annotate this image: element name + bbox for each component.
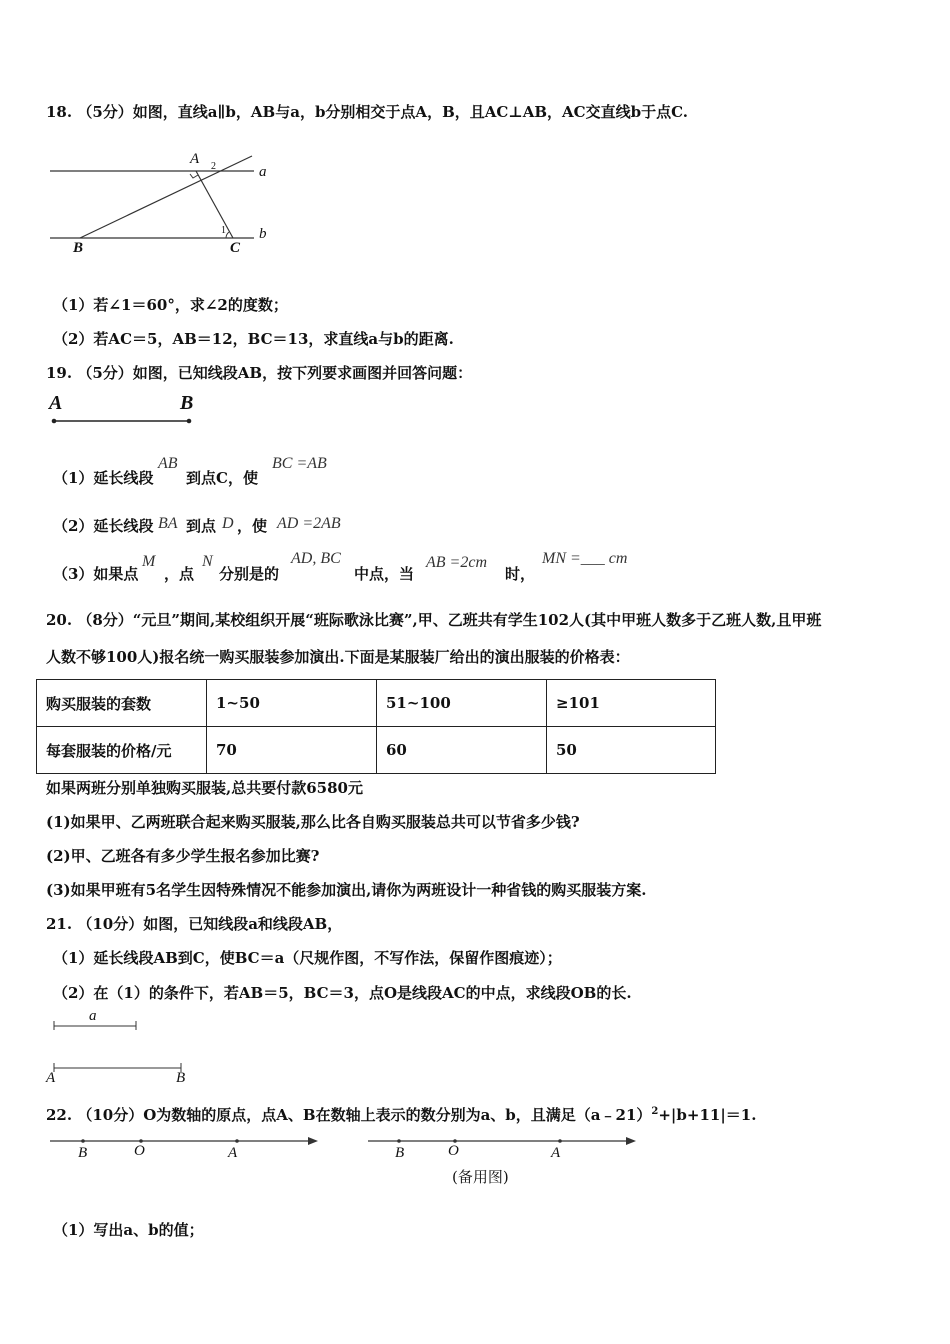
right-angle-mark <box>190 174 198 178</box>
q20-part1: (1)如果甲、乙两班联合起来购买服装,那么比各自购买服装总共可以节省多少钱? <box>46 813 580 831</box>
table-cell: 每套服装的价格/元 <box>37 727 207 774</box>
q22-stem-end: +|b+11|＝1. <box>658 1106 757 1124</box>
label-line-a: a <box>259 164 267 180</box>
table-cell: 51~100 <box>377 680 547 727</box>
table-cell: 1~50 <box>207 680 377 727</box>
q19-part1-text-a: （1）延长线段 <box>53 469 154 487</box>
q19-part3-text-e: 时， <box>505 565 536 583</box>
q19-part1-text-b: 到点C，使 <box>186 469 258 487</box>
q19-part3-adbc: AD, BC <box>291 550 341 567</box>
q19-part2-text-b: 到点 <box>186 517 217 535</box>
number-line-1 <box>46 1134 321 1148</box>
table-row <box>37 727 716 774</box>
q21-label-point-a: A <box>46 1070 56 1086</box>
label-point-a: A <box>190 151 200 167</box>
q21-part1: （1）延长线段AB到C，使BC＝a（尺规作图，不写作法，保留作图痕迹）； <box>53 949 562 967</box>
q19-part3-text-b: ，点 <box>164 565 195 583</box>
label-point-c: C <box>230 240 241 256</box>
q21-label-point-b: B <box>176 1070 186 1086</box>
arrow-right-icon <box>626 1137 636 1145</box>
q19-part3-text-d: 中点，当 <box>354 565 415 583</box>
q22-stem <box>46 1102 756 1125</box>
q19-part3-eq: AB =2cm <box>426 554 487 571</box>
q19-part3-n: N <box>202 553 213 570</box>
q20-note: 如果两班分别单独购买服装,总共要付款6580元 <box>46 779 363 797</box>
q22-part1: （1）写出a、b的值； <box>53 1221 204 1239</box>
q22-stem-sup: 2 <box>651 1106 659 1117</box>
q21-segment-ab <box>50 1062 185 1074</box>
q19-part2-text-c: ，使 <box>237 517 268 535</box>
q19-part2-ba: BA <box>158 515 178 532</box>
axis2-label-o: O <box>448 1143 459 1159</box>
q19-part2-eq: AD =2AB <box>277 515 341 532</box>
table-cell: 60 <box>377 727 547 774</box>
q19-label-b: B <box>180 392 194 414</box>
q19-segment-ab <box>50 416 195 426</box>
q21-stem: 21. （10分）如图，已知线段a和线段AB， <box>46 915 343 933</box>
q19-part1-eq: BC =AB <box>272 455 327 472</box>
axis1-label-b: B <box>78 1145 88 1161</box>
table-cell: 购买服装的套数 <box>37 680 207 727</box>
segment-a <box>50 1020 140 1032</box>
q19-part2-text-a: （2）延长线段 <box>53 517 154 535</box>
label-point-b: B <box>73 240 84 256</box>
q19-part3-text-a: （3）如果点 <box>53 565 139 583</box>
price-table <box>36 679 716 774</box>
axis2-caption: (备用图) <box>452 1168 509 1186</box>
tick-a <box>235 1139 239 1143</box>
axis1-label-a: A <box>228 1145 238 1161</box>
q21-part2: （2）在（1）的条件下，若AB＝5，BC＝3，点O是线段AC的中点，求线段OB的长. <box>53 984 632 1002</box>
q19-part1-ab: AB <box>158 455 178 472</box>
q22-stem-text: 22. （10分）O为数轴的原点，点A、B在数轴上表示的数分别为a、b，且满足（a﹣21） <box>46 1106 652 1124</box>
table-row <box>37 680 716 727</box>
q20-part3: (3)如果甲班有5名学生因特殊情况不能参加演出,请你为两班设计一种省钱的购买服装方案. <box>46 881 647 899</box>
q20-part2: (2)甲、乙班各有多少学生报名参加比赛? <box>46 847 320 865</box>
q18-part2: （2）若AC＝5，AB＝12，BC＝13，求直线a与b的距离. <box>53 330 454 348</box>
table-cell: 50 <box>547 727 716 774</box>
axis1-label-o: O <box>134 1143 145 1159</box>
table-cell: 70 <box>207 727 377 774</box>
axis2-label-a: A <box>551 1145 561 1161</box>
q18-part1: （1）若∠1＝60°，求∠2的度数； <box>53 296 288 314</box>
label-angle-2: 2 <box>211 161 216 172</box>
angle-1-arc <box>226 232 229 238</box>
q19-part2-d: D <box>222 515 234 532</box>
tick-b <box>397 1139 401 1143</box>
q20-line1: 20. （8分）“元旦”期间,某校组织开展“班际歌泳比赛”,甲、乙班共有学生102人(其中甲班人数多于乙班人数,且甲班 <box>46 611 822 629</box>
q18-stem: 18. （5分）如图，直线a∥b，AB与a，b分别相交于点A，B，且AC⊥AB，AC交直线b于点C. <box>46 103 688 121</box>
q19-part3-mn: MN =___ cm <box>542 550 628 567</box>
tick-b <box>81 1139 85 1143</box>
axis2-label-b: B <box>395 1145 405 1161</box>
label-angle-1: 1 <box>221 225 226 236</box>
number-line-2 <box>364 1134 639 1148</box>
table-cell: ≥101 <box>547 680 716 727</box>
q19-label-a: A <box>49 392 63 414</box>
q19-stem: 19. （5分）如图，已知线段AB，按下列要求画图并回答问题： <box>46 364 473 382</box>
q21-label-a: a <box>89 1008 97 1024</box>
tick-a <box>558 1139 562 1143</box>
arrow-right-icon <box>308 1137 318 1145</box>
q19-part3-text-c: 分别是的 <box>219 565 280 583</box>
label-line-b: b <box>259 226 267 242</box>
q20-line2: 人数不够100人)报名统一购买服装参加演出.下面是某服装厂给出的演出服装的价格表： <box>46 648 630 666</box>
segment-ac <box>196 171 233 238</box>
q19-part3-m: M <box>142 553 156 570</box>
